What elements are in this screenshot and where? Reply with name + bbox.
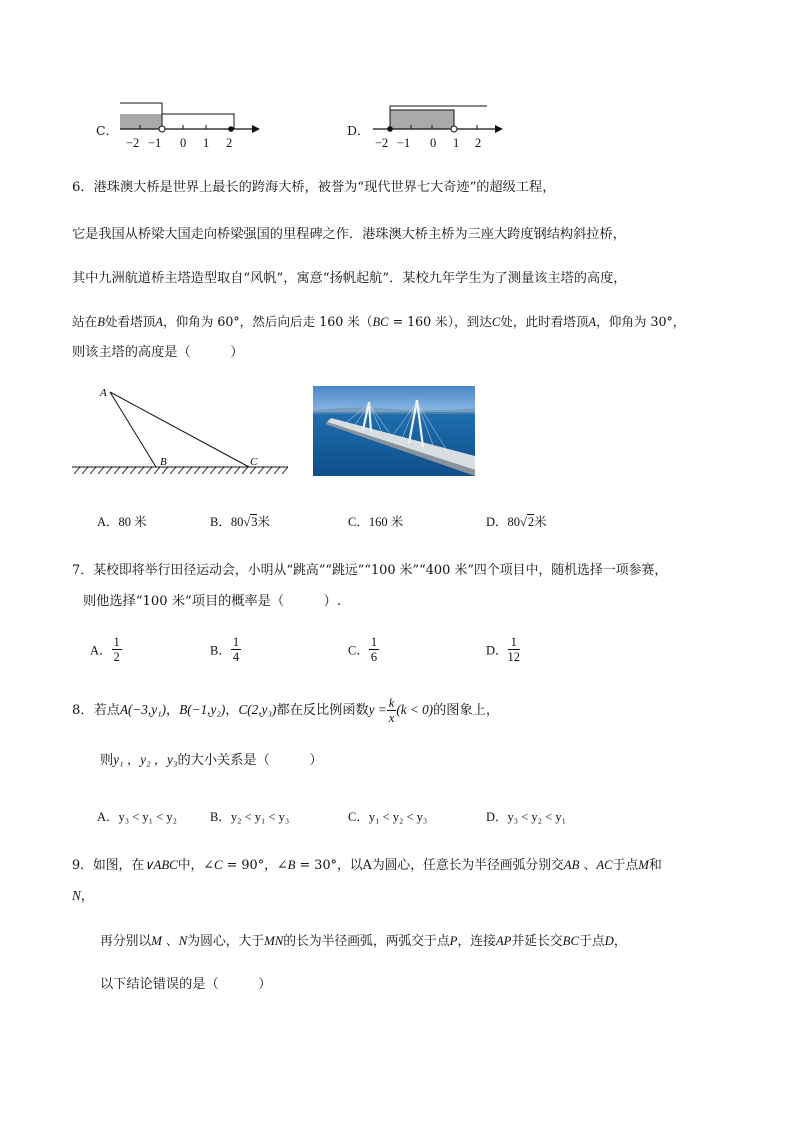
q6-line-2: 它是我国从桥梁大国走向桥梁强国的里程碑之作．港珠澳大桥主桥为三座大跨度钢结构斜拉桥， (72, 227, 626, 242)
function-fraction: $\frac{k}{x}$ (388, 696, 395, 725)
tick-label: 2 (226, 136, 233, 150)
tick-label: 1 (203, 136, 210, 150)
q8-option-d[interactable]: D．y₃ < y₂ < y₁ (486, 810, 566, 824)
q6-option-c[interactable]: C．160 米 (348, 515, 404, 529)
numberline-c-shade-left (120, 114, 162, 129)
option-d-label: D． (347, 123, 370, 138)
numberline-d-arrow (495, 125, 503, 133)
q7-line-2: 则他选择“100 米”项目的概率是（ ）. (83, 594, 342, 609)
fraction: $\frac{1}{6}$ (370, 635, 378, 664)
q6-line-5: 则该主塔的高度是（ ） (72, 345, 244, 360)
q9-line-4: 以下结论错误的是（ ） (100, 977, 272, 992)
segment-ac (110, 392, 249, 467)
tick-label: 0 (180, 136, 187, 150)
q9-line-1: 9．如图，在∨ABC中，∠C = 90°，∠B = 30°，以A为圆心，任意长为半径画弧分别交AB 、AC于点M和 (72, 858, 662, 873)
fraction: $\frac{1}{2}$ (113, 635, 120, 664)
q6-option-b[interactable]: B．80√3米 (210, 515, 270, 529)
tick-label: 2 (475, 136, 482, 150)
tick-label: −1 (148, 136, 162, 150)
ground-hatching (74, 467, 288, 474)
sqrt-symbol: √ (520, 515, 527, 529)
q6-option-d[interactable]: D．80√2米 (486, 515, 547, 529)
q9-line-3: 再分别以M 、N为圆心，大于MN的长为半径画弧，两弧交于点P，连接AP并延长交BC于点D， (100, 934, 627, 949)
q6-line-4: 站在B处看塔顶A，仰角为 60°，然后向后走 160 米（BC = 160 米），到达C处，此时看塔顶A，仰角为 30°， (72, 314, 686, 329)
tick-label: 0 (430, 136, 437, 150)
q6-line-3: 其中九洲航道桥主塔造型取自“风帆”，寓意“扬帆起航”．某校九年学生为了测量该主塔的高度， (72, 271, 627, 286)
numberline-d-closed-point (387, 126, 393, 132)
point-c-coord: C(2,y₃) (238, 702, 277, 717)
tick-label: −2 (375, 136, 389, 150)
numberline-c-arrow (252, 125, 260, 133)
point-a-coord: A(−3,y₁) (119, 702, 167, 717)
point-label-a: A (100, 387, 107, 399)
q8-option-b[interactable]: B．y₂ < y₁ < y₃ (210, 810, 290, 824)
sqrt-symbol: √ (243, 515, 251, 529)
q6-option-a[interactable]: A．80 米 (97, 515, 147, 529)
q7-option-a[interactable]: A． $\frac{1}{2}$ (90, 635, 120, 664)
q7-option-b[interactable]: B． $\frac{1}{4}$ (210, 635, 240, 664)
q7-option-c[interactable]: C． $\frac{1}{6}$ (348, 635, 378, 664)
q8-option-c[interactable]: C．y₁ < y₂ < y₃ (348, 810, 428, 824)
tick-label: −1 (397, 136, 411, 150)
q8-line-1: 8．若点A(−3,y₁)，B(−1,y₂)，C(2,y₃)都在反比例函数y = $\frac{k}{x}$ (k < 0)的图象上， (72, 696, 500, 725)
point-b-coord: B(−1,y₂) (179, 702, 226, 717)
option-c-label: C． (96, 123, 119, 138)
q8-line-2: 则y₁ ，y₂ ，y₃的大小关系是（ ） (100, 752, 323, 768)
point-label-b: B (160, 456, 167, 468)
q7-line-1: 7．某校即将举行田径运动会，小明从“跳高”“跳远”“100 米”“400 米”四个项目中，随机选择一项参赛， (72, 563, 668, 578)
q9-line-2: N， (72, 888, 94, 904)
q8-option-a[interactable]: A．y₃ < y₁ < y₂ (97, 810, 177, 824)
q7-option-d[interactable]: D． $\frac{1}{12}$ (486, 635, 521, 664)
numberline-c-ray-right (162, 114, 234, 129)
q6-line-1: 6．港珠澳大桥是世界上最长的跨海大桥，被誉为“现代世界七大奇迹”的超级工程， (72, 180, 556, 195)
segment-ab (110, 392, 156, 467)
bridge-photo (313, 386, 475, 476)
numberline-d-shade (390, 110, 454, 129)
tick-label: −2 (126, 136, 140, 150)
numberline-c-open-point (159, 126, 165, 132)
point-label-c: C (250, 456, 258, 468)
fraction: $\frac{1}{12}$ (507, 635, 521, 664)
numberline-c-closed-point (228, 126, 234, 132)
fraction: $\frac{1}{4}$ (232, 635, 240, 664)
numberline-d-open-point (451, 126, 457, 132)
q6-triangle-figure (68, 382, 293, 480)
tick-label: 1 (453, 136, 460, 150)
